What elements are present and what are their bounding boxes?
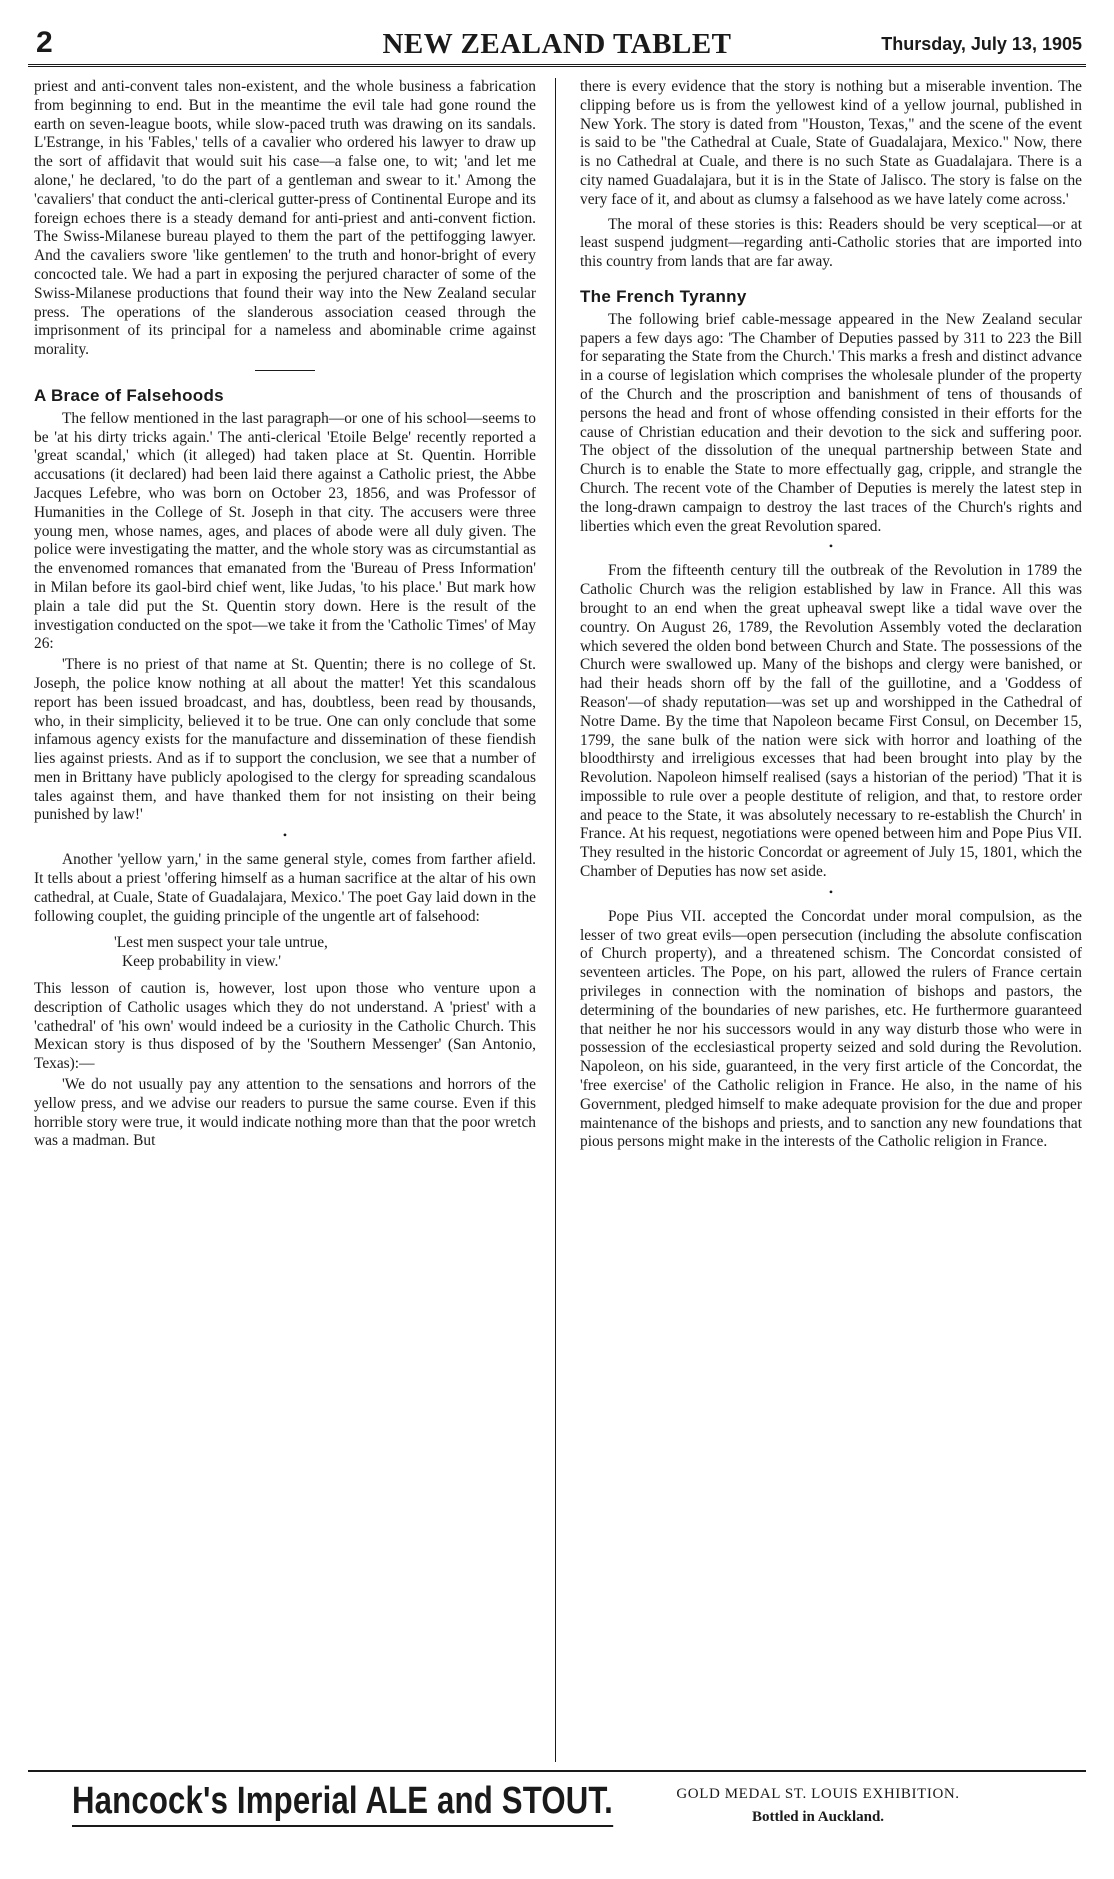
article-paragraph: Pope Pius VII. accepted the Concordat under moral compulsion, as the lesser of two great evils—open persecution (including the absolute confiscation of Church property), and a threatened schism. The Concordat consisted of seventeen articles. The Pope, on his part, allowed the rulers of France certain privileges in connection with the nomination of bishops and pastors, the determining of the boundaries of new parishes, etc. He furthermore guaranteed that neither he nor his successors would in any way disturb those who were in possession of the ecclesiastical property seized and sold during the Revolution. Napoleon, on his side, guaranteed, in the very first article of the Concordat, the 'free exercise' of the Catholic religion in France. He also, in the name of his Government, pledged himself to make adequate provision for the due and proper maintenance of the bishops and priests, and to sanction any new foundations that pious persons might make in the interests of the Catholic religion in France. xyxy=(580,907,1082,1151)
article-paragraph: The fellow mentioned in the last paragraph—or one of his school—seems to be 'at his dirty tricks again.' The anti-clerical 'Etoile Belge' recently reported a 'great scandal,' which (it alleged) had taken place at St. Quentin. Horrible accusations (it declared) had been laid there against a Catholic priest, the Abbe Jacques Lefebre, who was born on October 23, 1856, and was Professor of Humanities in the College of St. Joseph in that city. The accusers were three young men, whose names, ages, and places of abode were all duly given. The police were investigating the matter, and the whole story was as circumstantial as the envenomed romances that emanated from the 'Bureau of Press Information' in Milan before its gaol-bird chief went, like Judas, 'to his place.' But mark how plain a tale did put the St. Quentin story down. Here is the result of the investigation conducted on the spot—we take it from the 'Catholic Times' of May 26: xyxy=(34,409,536,653)
section-heading-falsehoods: A Brace of Falsehoods xyxy=(34,385,224,405)
article-paragraph: Another 'yellow yarn,' in the same general style, comes from farther afield. It tells about a priest 'offering himself as a human sacrifice at the altar of his own cathedral, at Cuale, State of Guadalajara, Mexico.' The poet Gay laid down in the following couplet, the guiding principle of the ungentle art of falsehood: xyxy=(34,851,536,925)
right-column xyxy=(580,78,1082,1152)
quoted-paragraph-continued: there is every evidence that the story is nothing but a miserable invention. The clipping before us is from the yellowest kind of a yellow journal, published in New York. The story is dated from "Houston, Texas," and the scene of the event is said to be "the Cathedral at Cuale, State of Guadalajara, Mexico." Now, there is no Cathedral at Cuale, and there is no such State as Guadalajara. There is a city named Guadalajara, but it is in the State of Jalisco. The story is false on the very face of it, and about as clumsy a falsehood as we have lately come across.' xyxy=(580,78,1082,208)
bullet-separator: • xyxy=(828,884,834,899)
quoted-paragraph: 'We do not usually pay any attention to the sensations and horrors of the yellow press, and we advise our readers to pursue the same course. Even if this horrible story were true, it would indicate nothing more than that the poor wretch was a madman. But xyxy=(34,1076,536,1150)
moral-paragraph: The moral of these stories is this: Readers should be very sceptical—or at least suspend judgment—regarding anti-Catholic stories that are imported into this country from lands that are far away. xyxy=(580,215,1082,271)
bullet-separator: • xyxy=(828,539,834,554)
exhibition-line: GOLD MEDAL ST. LOUIS EXHIBITION. xyxy=(676,1786,960,1802)
couplet-line: 'Lest men suspect your tale untrue, xyxy=(114,934,328,952)
newspaper-page xyxy=(28,22,1086,1852)
newspaper-title: NEW ZEALAND TABLET xyxy=(382,28,732,60)
bottled-line: Bottled in Auckland. xyxy=(751,1809,885,1825)
advertisement-headline: Hancock's Imperial ALE and STOUT. xyxy=(72,1780,613,1827)
issue-date: Thursday, July 13, 1905 xyxy=(881,34,1082,54)
bullet-separator: • xyxy=(282,828,288,843)
section-heading-french-tyranny: The French Tyranny xyxy=(580,286,747,306)
footer-rule xyxy=(28,1770,1086,1772)
advertisement-details xyxy=(668,1786,968,1826)
masthead xyxy=(28,22,1086,67)
article-paragraph: This lesson of caution is, however, lost upon those who venture upon a description of Catholic usages which they do not understand. A 'priest' with a 'cathedral' of 'his own' would indeed be a curiosity in the Catholic Church. This Mexican story is thus disposed of by the 'Southern Messenger' (San Antonio, Texas):— xyxy=(34,980,536,1073)
article-paragraph: From the fifteenth century till the outbreak of the Revolution in 1789 the Catholic Church was the religion established by law in France. All this was brought to an end when the great upheaval swept like a tidal wave over the country. On August 26, 1789, the Revolution Assembly voted the declaration which severed the olden bond between Church and State. The possessions of the Church were swallowed up. Many of the bishops and clergy were banished, or had their heads shorn off by the fall of the guillotine, and a 'Goddess of Reason'—of shady reputation—was set up and worshipped in the Cathedral of Notre Dame. By the time that Napoleon became First Consul, on December 15, 1799, the sane bulk of the nation were sick with horror and loathing of the bloodthirsty and irreligious excesses that had been brought into play by the Revolution. Napoleon himself realised (says a historian of the period) 'That it is impossible to rule over a people destitute of religion, and that, to restore order and peace to the State, it was absolutely necessary to re-establish the Church' in France. At his request, negotiations were opened between him and Pope Pius VII. They resulted in the historic Concordat or agreement of July 15, 1801, which the Chamber of Deputies has now set aside. xyxy=(580,562,1082,881)
opening-paragraph: priest and anti-convent tales non-existent, and the whole business a fabrication from beginning to end. But in the meantime the evil tale had gone round the earth on seven-league boots, while slow-paced truth was drawing on its sandals. L'Estrange, in his 'Fables,' tells of a cavalier who ordered his lawyer to draw up the sort of affidavit that would suit his case—a false one, to wit; 'and let me alone,' he declared, 'to do the part of a gentleman and swear to it.' Among the 'cavaliers' that conduct the anti-clerical gutter-press of Continental Europe and its foreign echoes there is a steady demand for anti-priest and anti-convent fiction. The Swiss-Milanese bureau played to them the part of the pettifogging lawyer. And the cavaliers swore 'like gentlemen' to the truth and honor-bright of every concocted tale. We had a part in exposing the perjured character of some of the Swiss-Milanese productions that found their way into the New Zealand secular press. The operations of the slanderous association ceased through the imprisonment of its principal for a nameless and abominable crime against morality. xyxy=(34,78,536,359)
column-divider xyxy=(555,78,556,1762)
couplet xyxy=(114,934,536,972)
couplet-line: Keep probability in view.' xyxy=(122,953,282,971)
quoted-paragraph: 'There is no priest of that name at St. Quentin; there is no college of St. Joseph, the police know nothing at all about the matter! Yet this scandalous report has been issued broadcast, and has, doubtless, been read by thousands, who, in their simplicity, believed it to be true. One can only conclude that some infamous agency exists for the manufacture and dissemination of these fiendish lies against priests. And as if to support the conclusion, we see that a number of men in Brittany have publicly apologised to the clergy for spreading scandalous tales against them, and have thanked them for not insisting on their being punished by law!' xyxy=(34,656,536,824)
left-column xyxy=(34,78,536,1151)
section-divider xyxy=(255,370,315,371)
page-number: 2 xyxy=(36,26,53,59)
article-paragraph: The following brief cable-message appeared in the New Zealand secular papers a few days ago: 'The Chamber of Deputies passed by 311 to 223 the Bill for separating the State from the Church.' This marks a fresh and distinct advance in a course of legislation which comprises the wholesale plunder of the property of the Church and the proscription and banishment of tens of thousands of persons the head and front of whose offending consisted in their efforts for the cause of Christian education and their devotion to the sick and suffering poor. The object of the dissolution of the unequal partnership between State and Church is to enable the State to more effectually gag, cripple, and strangle the Church. The recent vote of the Chamber of Deputies is merely the latest step in the long-drawn campaign to destroy the last traces of the Church's rights and liberties which even the great Revolution spared. xyxy=(580,310,1082,535)
